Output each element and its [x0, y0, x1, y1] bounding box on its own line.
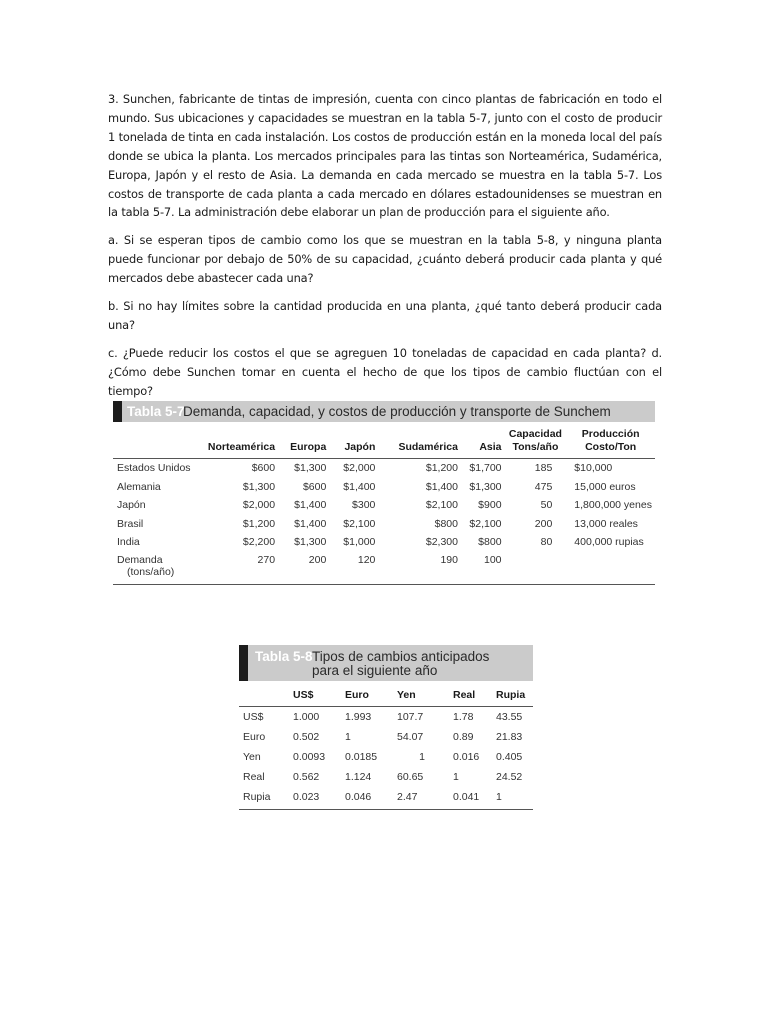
table-header-row [239, 685, 533, 707]
table-cell: 1.993 [345, 711, 372, 723]
table-cell: 24.52 [496, 771, 523, 783]
table-row [113, 478, 655, 497]
col-header: Japón [329, 428, 378, 459]
table-cell: $1,300 [294, 536, 327, 549]
table-cell: $2,100 [469, 517, 502, 530]
table-cell: 0.016 [453, 751, 480, 763]
problem-statement [108, 90, 662, 410]
table-row [113, 515, 655, 534]
table-cell: 0.89 [453, 731, 474, 743]
demand-label: Demanda [117, 553, 163, 566]
table-cell: $1,300 [469, 480, 502, 493]
table-number: Tabla 5-7 [127, 404, 185, 419]
table-row [239, 787, 533, 810]
col-header: Asia [461, 428, 505, 459]
table-cell: 0.0185 [345, 751, 378, 763]
row-label: Estados Unidos [117, 462, 191, 475]
table-cell: $1,300 [294, 462, 327, 475]
table-cell: 50 [540, 499, 553, 512]
row-label: Euro [243, 731, 266, 743]
row-label: US$ [243, 711, 264, 723]
col-header: Rupia [493, 685, 533, 707]
table-cell: 0.041 [450, 787, 493, 810]
table-cell: $800 [434, 517, 458, 530]
table-cell: 1 [345, 731, 351, 743]
question-c-d: c. ¿Puede reducir los costos el que se agreguen 10 toneladas de capacidad en cada planta? d. ¿Cómo debe Sunchen tomar en cuenta el hecho de que los tipos de cambio fluctúan con el tiempo? [108, 345, 662, 398]
table-cell: $2,300 [425, 536, 458, 549]
header-line: Producción [581, 428, 640, 440]
table-header-bar [239, 645, 248, 681]
problem-intro: 3. Sunchen, fabricante de tintas de impresión, cuenta con cinco plantas de fabricación en todo el mundo. Sus ubicaciones y capacidades se muestran en la tabla 5-7, junto con el costo de producir 1 tonelada de tinta en cada instalación. Los costos de producción están en la moneda local del país donde se ubica la planta. Los mercados principales para las tintas son Norteamérica, Sudamérica, Europa, Japón y el resto de Asia. La demanda en cada mercado se muestra en la tabla 5-7. Los costos de transporte de cada planta a cada mercado en dólares estadounidenses se muestran en la tabla 5-7. La administración debe elaborar un plan de producción para el siguiente año. [108, 92, 662, 220]
table-cell: $300 [352, 499, 376, 512]
table-cell: $600 [302, 480, 327, 493]
header-line: Capacidad [508, 428, 562, 440]
table-5-8-header [239, 645, 533, 681]
table-cell: 107.7 [397, 711, 424, 723]
table-row [113, 459, 655, 478]
table-cell: 0.405 [496, 751, 523, 763]
table-row [113, 533, 655, 552]
table-cell: $1,000 [343, 536, 376, 549]
table-cell: 0.046 [342, 787, 394, 810]
table-cell: 1 [453, 771, 459, 783]
table-cell: 0.023 [290, 787, 342, 810]
row-label: India [117, 536, 140, 549]
row-label: Real [243, 771, 265, 783]
table-cell: $10,000 [574, 462, 613, 475]
col-header: Euro [342, 685, 394, 707]
header-line: Tons/año [512, 441, 559, 453]
table-cell: 80 [540, 536, 553, 549]
table-header-row [113, 428, 655, 459]
col-header: Norteamérica [204, 428, 278, 459]
table-cell: $1,300 [242, 480, 276, 493]
question-b: b. Si no hay límites sobre la cantidad producida en una planta, ¿qué tanto deberá producir cada una? [108, 299, 662, 332]
col-header-production [566, 428, 655, 459]
table-cell: 1 [419, 751, 425, 763]
table-cell [505, 552, 567, 585]
table-5-7 [113, 401, 655, 585]
table-cell: $900 [478, 499, 502, 512]
table-cell: $2,000 [242, 499, 276, 512]
row-label: Rupia [239, 787, 290, 810]
table-cell: 120 [329, 552, 378, 585]
table-cell: 1.124 [345, 771, 372, 783]
table-row [239, 747, 533, 767]
table-5-7-header [113, 401, 655, 422]
table-cell: 190 [378, 552, 461, 585]
table-5-8-grid [239, 685, 533, 810]
table-cell: 270 [204, 552, 278, 585]
row-label [113, 552, 204, 585]
table-row [239, 727, 533, 747]
table-cell: $2,200 [242, 536, 276, 549]
table-cell: 15,000 euros [574, 480, 636, 493]
table-cell: $1,400 [425, 480, 458, 493]
row-label: Alemania [117, 480, 161, 493]
table-header-bar [113, 401, 122, 422]
table-cell: $2,100 [425, 499, 458, 512]
col-header: Europa [278, 428, 329, 459]
corner-cell [239, 685, 290, 707]
table-cell: 200 [278, 552, 329, 585]
header-line: Costo/Ton [585, 441, 637, 453]
row-label: Yen [243, 751, 261, 763]
table-cell: $800 [478, 536, 502, 549]
table-cell: 43.55 [496, 711, 523, 723]
table-cell: 1.000 [293, 711, 320, 723]
row-label: Brasil [117, 517, 144, 530]
table-cell: 13,000 reales [574, 517, 638, 530]
question-a: a. Si se esperan tipos de cambio como los que se muestran en la tabla 5-8, y ninguna planta puede funcionar por debajo de 50% de su capacidad, ¿cuánto deberá producir cada planta y qué mercados debe abastecer cada una? [108, 233, 662, 286]
col-header: US$ [290, 685, 342, 707]
table-cell: $2,000 [343, 462, 376, 475]
table-cell: $1,200 [425, 462, 458, 475]
table-cell: 475 [534, 480, 553, 493]
table-cell: 1.78 [453, 711, 474, 723]
table-cell: 2.47 [394, 787, 450, 810]
table-cell: 400,000 rupias [574, 536, 644, 549]
table-cell: 54.07 [397, 731, 424, 743]
table-cell: $1,400 [343, 480, 376, 493]
corner-cell [113, 428, 204, 459]
table-cell: 185 [534, 462, 553, 475]
table-5-7-grid [113, 428, 655, 585]
table-cell: 0.562 [293, 771, 320, 783]
table-title: Demanda, capacidad, y costos de producción y transporte de Sunchem [183, 404, 611, 419]
table-5-8 [239, 645, 533, 810]
col-header: Real [450, 685, 493, 707]
col-header-capacity [505, 428, 567, 459]
table-cell: $1,200 [242, 517, 276, 530]
table-title: Tipos de cambios anticipados para el siguiente año [312, 649, 490, 678]
table-row [239, 767, 533, 787]
table-cell: $1,400 [294, 499, 327, 512]
table-cell: 60.65 [397, 771, 424, 783]
demand-row [113, 552, 655, 585]
table-number: Tabla 5-8 [255, 649, 313, 664]
table-cell: 1 [493, 787, 533, 810]
table-cell: 21.83 [496, 731, 523, 743]
table-row [113, 496, 655, 515]
table-cell: 1,800,000 yenes [574, 499, 652, 512]
table-cell: $1,400 [294, 517, 327, 530]
table-cell: $2,100 [343, 517, 376, 530]
table-cell: $600 [251, 462, 276, 475]
table-cell: 200 [534, 517, 553, 530]
table-cell: 100 [461, 552, 505, 585]
col-header: Sudamérica [378, 428, 461, 459]
col-header: Yen [394, 685, 450, 707]
demand-unit: (tons/año) [127, 565, 175, 578]
table-cell: 0.502 [293, 731, 320, 743]
table-cell: 0.0093 [293, 751, 326, 763]
table-cell: $1,700 [469, 462, 502, 475]
table-row [239, 707, 533, 728]
table-cell [566, 552, 655, 585]
row-label: Japón [117, 499, 146, 512]
